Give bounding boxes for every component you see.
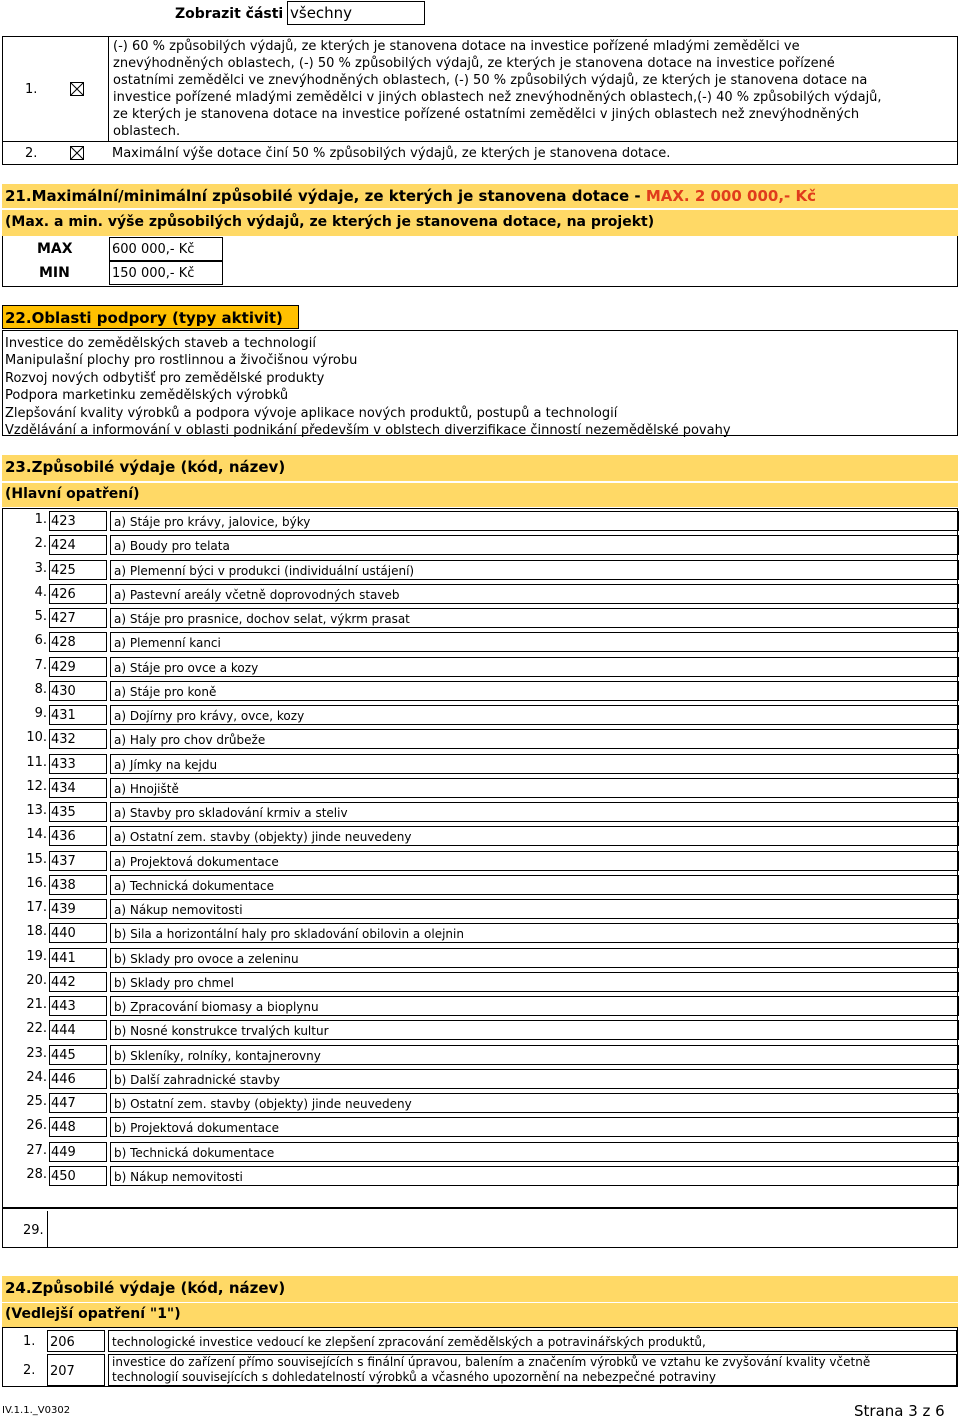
expense-row-number: 19.	[26, 948, 47, 964]
expense-row-number: 12.	[26, 778, 47, 794]
expense-row-code: 442	[49, 972, 107, 992]
expense-row-code: 431	[49, 705, 107, 725]
expense-row-number: 6.	[34, 633, 47, 649]
expense-row-text: a) Hnojiště	[110, 778, 959, 798]
expense-row-number: 11.	[26, 754, 47, 770]
footer-page-number: Strana 3 z 6	[854, 1402, 945, 1420]
sec22-title: 22.Oblasti podpory (typy aktivit)	[5, 309, 283, 327]
expense-row-text: a) Dojírny pro krávy, ovce, kozy	[110, 705, 959, 725]
expense-row	[3, 800, 957, 824]
expense-row-number: 9.	[34, 706, 47, 721]
expense-row-number: 14.	[26, 827, 47, 843]
sec24-title: 24.Způsobilé výdaje (kód, název)	[5, 1279, 286, 1297]
sec21-title: 21.Maximální/minimální způsobilé výdaje, ze kterých je stanovena dotace -	[5, 187, 646, 205]
sec23-extra-code	[47, 1211, 49, 1247]
expense-row-text: a) Technická dokumentace	[110, 875, 959, 895]
section-row-2-checkbox[interactable]	[70, 146, 84, 160]
sec21-title-bar	[2, 184, 958, 208]
expense-row-code: 424	[49, 535, 107, 555]
expense-row	[3, 824, 957, 848]
expense-row-text: b) Ostatní zem. stavby (objekty) jinde neuvedeny	[110, 1093, 959, 1113]
section-row-1	[2, 36, 958, 142]
expense-row	[3, 582, 957, 606]
expense-row-text: a) Stavby pro skladování krmiv a steliv	[110, 802, 959, 822]
min-value: 150 000,- Kč	[109, 261, 223, 285]
expense-row-text: b) Sklady pro chmel	[110, 972, 959, 992]
expense-row-code: 434	[49, 778, 107, 798]
sec24-subtitle: (Vedlejší opatření "1")	[5, 1306, 181, 1322]
expense-row	[3, 679, 957, 703]
sec22-list	[2, 330, 958, 439]
sec24-row-2-code: 207	[47, 1354, 105, 1386]
expense-row-code: 449	[49, 1142, 107, 1162]
sec23-extra-row	[2, 1208, 958, 1248]
expense-row-code: 430	[49, 681, 107, 701]
expense-row-text: b) Skleníky, rolníky, kontajnerovny	[110, 1045, 959, 1065]
sec23-subtitle-bar	[2, 483, 958, 507]
section-row-1-line: znevýhodněných oblastech, (-) 50 % způsobilých výdajů, ze kterých je stanovena dotace na investice pořízené	[113, 56, 835, 71]
sec23-extra-number: 29.	[23, 1223, 44, 1238]
section-row-1-checkbox[interactable]	[70, 82, 84, 96]
expense-row	[3, 1043, 957, 1067]
expense-row-number: 8.	[34, 681, 47, 697]
expense-row	[3, 1091, 957, 1115]
expense-row-code: 425	[49, 560, 107, 580]
activity-item: Zlepšování kvality výrobků a podpora vývoje aplikace nových produktů, postupů a technologií	[5, 405, 618, 421]
expense-row-code: 443	[49, 996, 107, 1016]
expense-row-code: 445	[49, 1045, 107, 1065]
expense-row	[3, 703, 957, 727]
section-row-1-line: oblastech.	[113, 124, 181, 139]
expense-row-code: 426	[49, 584, 107, 604]
expense-row	[3, 727, 957, 751]
sec24-row-1-code: 206	[47, 1330, 105, 1352]
expense-row-text: a) Haly pro chov drůbeže	[110, 729, 959, 749]
expense-row-text: a) Pastevní areály včetně doprovodných staveb	[110, 584, 959, 604]
expense-row-text: b) Technická dokumentace	[110, 1142, 959, 1162]
section-row-1-text	[108, 37, 959, 142]
expense-row	[3, 1018, 957, 1042]
expense-row-text: a) Stáje pro ovce a kozy	[110, 657, 959, 677]
expense-row	[3, 1067, 957, 1091]
section-row-2	[2, 141, 958, 165]
expense-row	[3, 752, 957, 776]
sec23-subtitle: (Hlavní opatření)	[5, 486, 140, 502]
sec21-limits	[2, 236, 958, 287]
expense-row-text: a) Stáje pro prasnice, dochov selat, výkrm prasat	[110, 608, 959, 628]
expense-row-code: 448	[49, 1117, 107, 1137]
sec23-table	[2, 508, 958, 1208]
expense-row	[3, 921, 957, 945]
expense-row-number: 24.	[26, 1069, 47, 1085]
expense-row	[3, 970, 957, 994]
sec23-title-bar	[2, 455, 958, 481]
show-parts-select[interactable]	[287, 1, 425, 25]
expense-row-number: 27.	[26, 1142, 47, 1158]
expense-row-text: a) Stáje pro koně	[110, 681, 959, 701]
expense-row-code: 447	[49, 1093, 107, 1113]
expense-row	[3, 630, 957, 654]
expense-row-number: 10.	[26, 730, 47, 746]
section-row-2-number: 2.	[25, 146, 38, 161]
sec24-row-2-text	[108, 1354, 957, 1386]
expense-row	[3, 1140, 957, 1164]
min-label: MIN	[39, 265, 70, 281]
sec24-row-2-line: investice do zařízení přímo souvisejících s finální úpravou, balením a značením výrobků ve vztahu ke zvyšování kvality včetně	[112, 1355, 871, 1369]
expense-row-number: 25.	[26, 1094, 47, 1109]
expense-row-code: 437	[49, 851, 107, 871]
expense-row-number: 7.	[34, 657, 47, 673]
expense-row-code: 444	[49, 1020, 107, 1040]
expense-row-code: 438	[49, 875, 107, 895]
section-row-2-text: Maximální výše dotace činí 50 % způsobilých výdajů, ze kterých je stanovena dotace.	[112, 146, 671, 161]
activity-item: Manipulašní plochy pro rostlinnou a živočišnou výrobu	[5, 353, 358, 369]
expense-row	[3, 558, 957, 582]
activity-item: Investice do zemědělských staveb a technologií	[5, 336, 316, 351]
expense-row-text: b) Projektová dokumentace	[110, 1117, 959, 1137]
expense-row	[3, 509, 957, 533]
expense-row-number: 13.	[26, 803, 47, 818]
sec24-row-2-number: 2.	[23, 1363, 36, 1378]
expense-row-code: 436	[49, 826, 107, 846]
section-row-1-number: 1.	[25, 82, 38, 97]
expense-row	[3, 533, 957, 557]
expense-row-number: 20.	[26, 972, 47, 988]
activity-item: Vzdělávání a informování v oblasti podnikání především v oblstech diverzifikace činností nezemědělské povahy	[5, 423, 731, 439]
expense-row-text: a) Stáje pro krávy, jalovice, býky	[110, 511, 959, 531]
expense-row	[3, 873, 957, 897]
expense-row-text: b) Sklady pro ovoce a zeleninu	[110, 948, 959, 968]
expense-row-number: 5.	[34, 609, 47, 624]
section-row-1-line: ostatními zemědělci ve znevýhodněných oblastech, (-) 50 % způsobilých výdajů, ze kterých je stanovena dotace na	[113, 73, 868, 88]
section-row-1-line: (-) 60 % způsobilých výdajů, ze kterých je stanovena dotace na investice pořízené mladými zemědělci ve	[113, 39, 800, 54]
sec24-title-bar	[2, 1276, 958, 1302]
expense-row-code: 441	[49, 948, 107, 968]
expense-row-number: 18.	[26, 924, 47, 940]
expense-row	[3, 994, 957, 1018]
expense-row-code: 432	[49, 729, 107, 749]
expense-row-text: b) Nosné konstrukce trvalých kultur	[110, 1020, 959, 1040]
sec24-row-1-text: technologické investice vedoucí ke zlepšení zpracování zemědělských a potravinářských produktů,	[108, 1330, 957, 1352]
checkbox-cross-icon	[71, 147, 83, 159]
expense-row-number: 17.	[26, 900, 47, 915]
sec24-table	[2, 1327, 958, 1387]
expense-row-text: b) Zpracování biomasy a bioplynu	[110, 996, 959, 1016]
activity-item: Rozvoj nových odbytišť pro zemědělské produkty	[5, 370, 325, 386]
expense-row-number: 22.	[26, 1021, 47, 1037]
expense-row-text: b) Nákup nemovitosti	[110, 1166, 959, 1186]
expense-row-number: 28.	[26, 1166, 47, 1182]
sec21-subtitle-pre: (Max. a min.	[5, 214, 103, 230]
sec21-subtitle-bar	[2, 210, 958, 236]
expense-row-text: b) Další zahradnické stavby	[110, 1069, 959, 1089]
expense-row	[3, 1115, 957, 1139]
sec21-title-max: MAX. 2 000 000,- Kč	[645, 187, 816, 205]
expense-row-code: 439	[49, 899, 107, 919]
expense-row-code: 428	[49, 632, 107, 652]
expense-row-text: a) Jímky na kejdu	[110, 754, 959, 774]
expense-row-text: a) Boudy pro telata	[110, 535, 959, 555]
expense-row-text: a) Projektová dokumentace	[110, 851, 959, 871]
sec23-title: 23.Způsobilé výdaje (kód, název)	[5, 458, 286, 476]
sec24-row-2-line: technologií souvisejících s dohledatelností výrobků a včasného upozornění na nebezpečné potraviny	[112, 1370, 716, 1384]
expense-row-code: 427	[49, 608, 107, 628]
expense-row-code: 433	[49, 754, 107, 774]
expense-row-number: 23.	[26, 1045, 47, 1061]
checkbox-cross-icon	[71, 83, 83, 95]
max-value: 600 000,- Kč	[109, 237, 223, 261]
show-parts-select-value: všechny	[290, 4, 353, 22]
expense-row-code: 429	[49, 657, 107, 677]
show-parts-label: Zobrazit části	[175, 6, 284, 22]
expense-row	[3, 946, 957, 970]
section-row-1-line: ze kterých je stanovena dotace na investice pořízené ostatními zemědělci v jiných oblastech než znevýhodněných	[113, 107, 860, 122]
sec21-subtitle-rest: výše způsobilých výdajů, ze kterých je stanovena dotace, na projekt)	[103, 214, 655, 230]
expense-row-number: 3.	[34, 560, 47, 576]
expense-row	[3, 1164, 957, 1188]
expense-row-code: 440	[49, 923, 107, 943]
section-row-1-line: investice pořízené mladými zemědělci v jiných oblastech než znevýhodněných oblastech,(-) 40 % způsobilých výdajů,	[113, 90, 882, 105]
expense-row-number: 4.	[34, 584, 47, 600]
expense-row-text: a) Plemenní kanci	[110, 632, 959, 652]
footer-doc-id: IV.1.1._V0302	[2, 1405, 71, 1416]
expense-row-number: 21.	[26, 997, 47, 1012]
expense-row-text: a) Ostatní zem. stavby (objekty) jinde neuvedeny	[110, 826, 959, 846]
activity-item: Podpora marketinku zemědělských výrobků	[5, 388, 289, 404]
expense-row	[3, 655, 957, 679]
expense-row-number: 1.	[34, 512, 47, 527]
max-label: MAX	[37, 241, 73, 257]
expense-row-code: 450	[49, 1166, 107, 1186]
expense-row	[3, 849, 957, 873]
sec22-title-bar	[2, 305, 299, 329]
expense-row	[3, 606, 957, 630]
expense-row-number: 16.	[26, 875, 47, 891]
sec23-rows	[1, 509, 957, 1189]
expense-row-number: 26.	[26, 1118, 47, 1134]
expense-row-text: a) Nákup nemovitosti	[110, 899, 959, 919]
expense-row-number: 2.	[34, 536, 47, 552]
expense-row	[3, 776, 957, 800]
sec24-subtitle-bar	[2, 1303, 958, 1327]
expense-row	[3, 897, 957, 921]
sec24-row-1-number: 1.	[23, 1334, 36, 1349]
expense-row-code: 446	[49, 1069, 107, 1089]
expense-row-code: 435	[49, 802, 107, 822]
expense-row-text: a) Plemenní býci v produkci (individuální ustájení)	[110, 560, 959, 580]
expense-row-text: b) Sila a horizontální haly pro skladování obilovin a olejnin	[110, 923, 959, 943]
expense-row-code: 423	[49, 511, 107, 531]
expense-row-number: 15.	[26, 851, 47, 867]
